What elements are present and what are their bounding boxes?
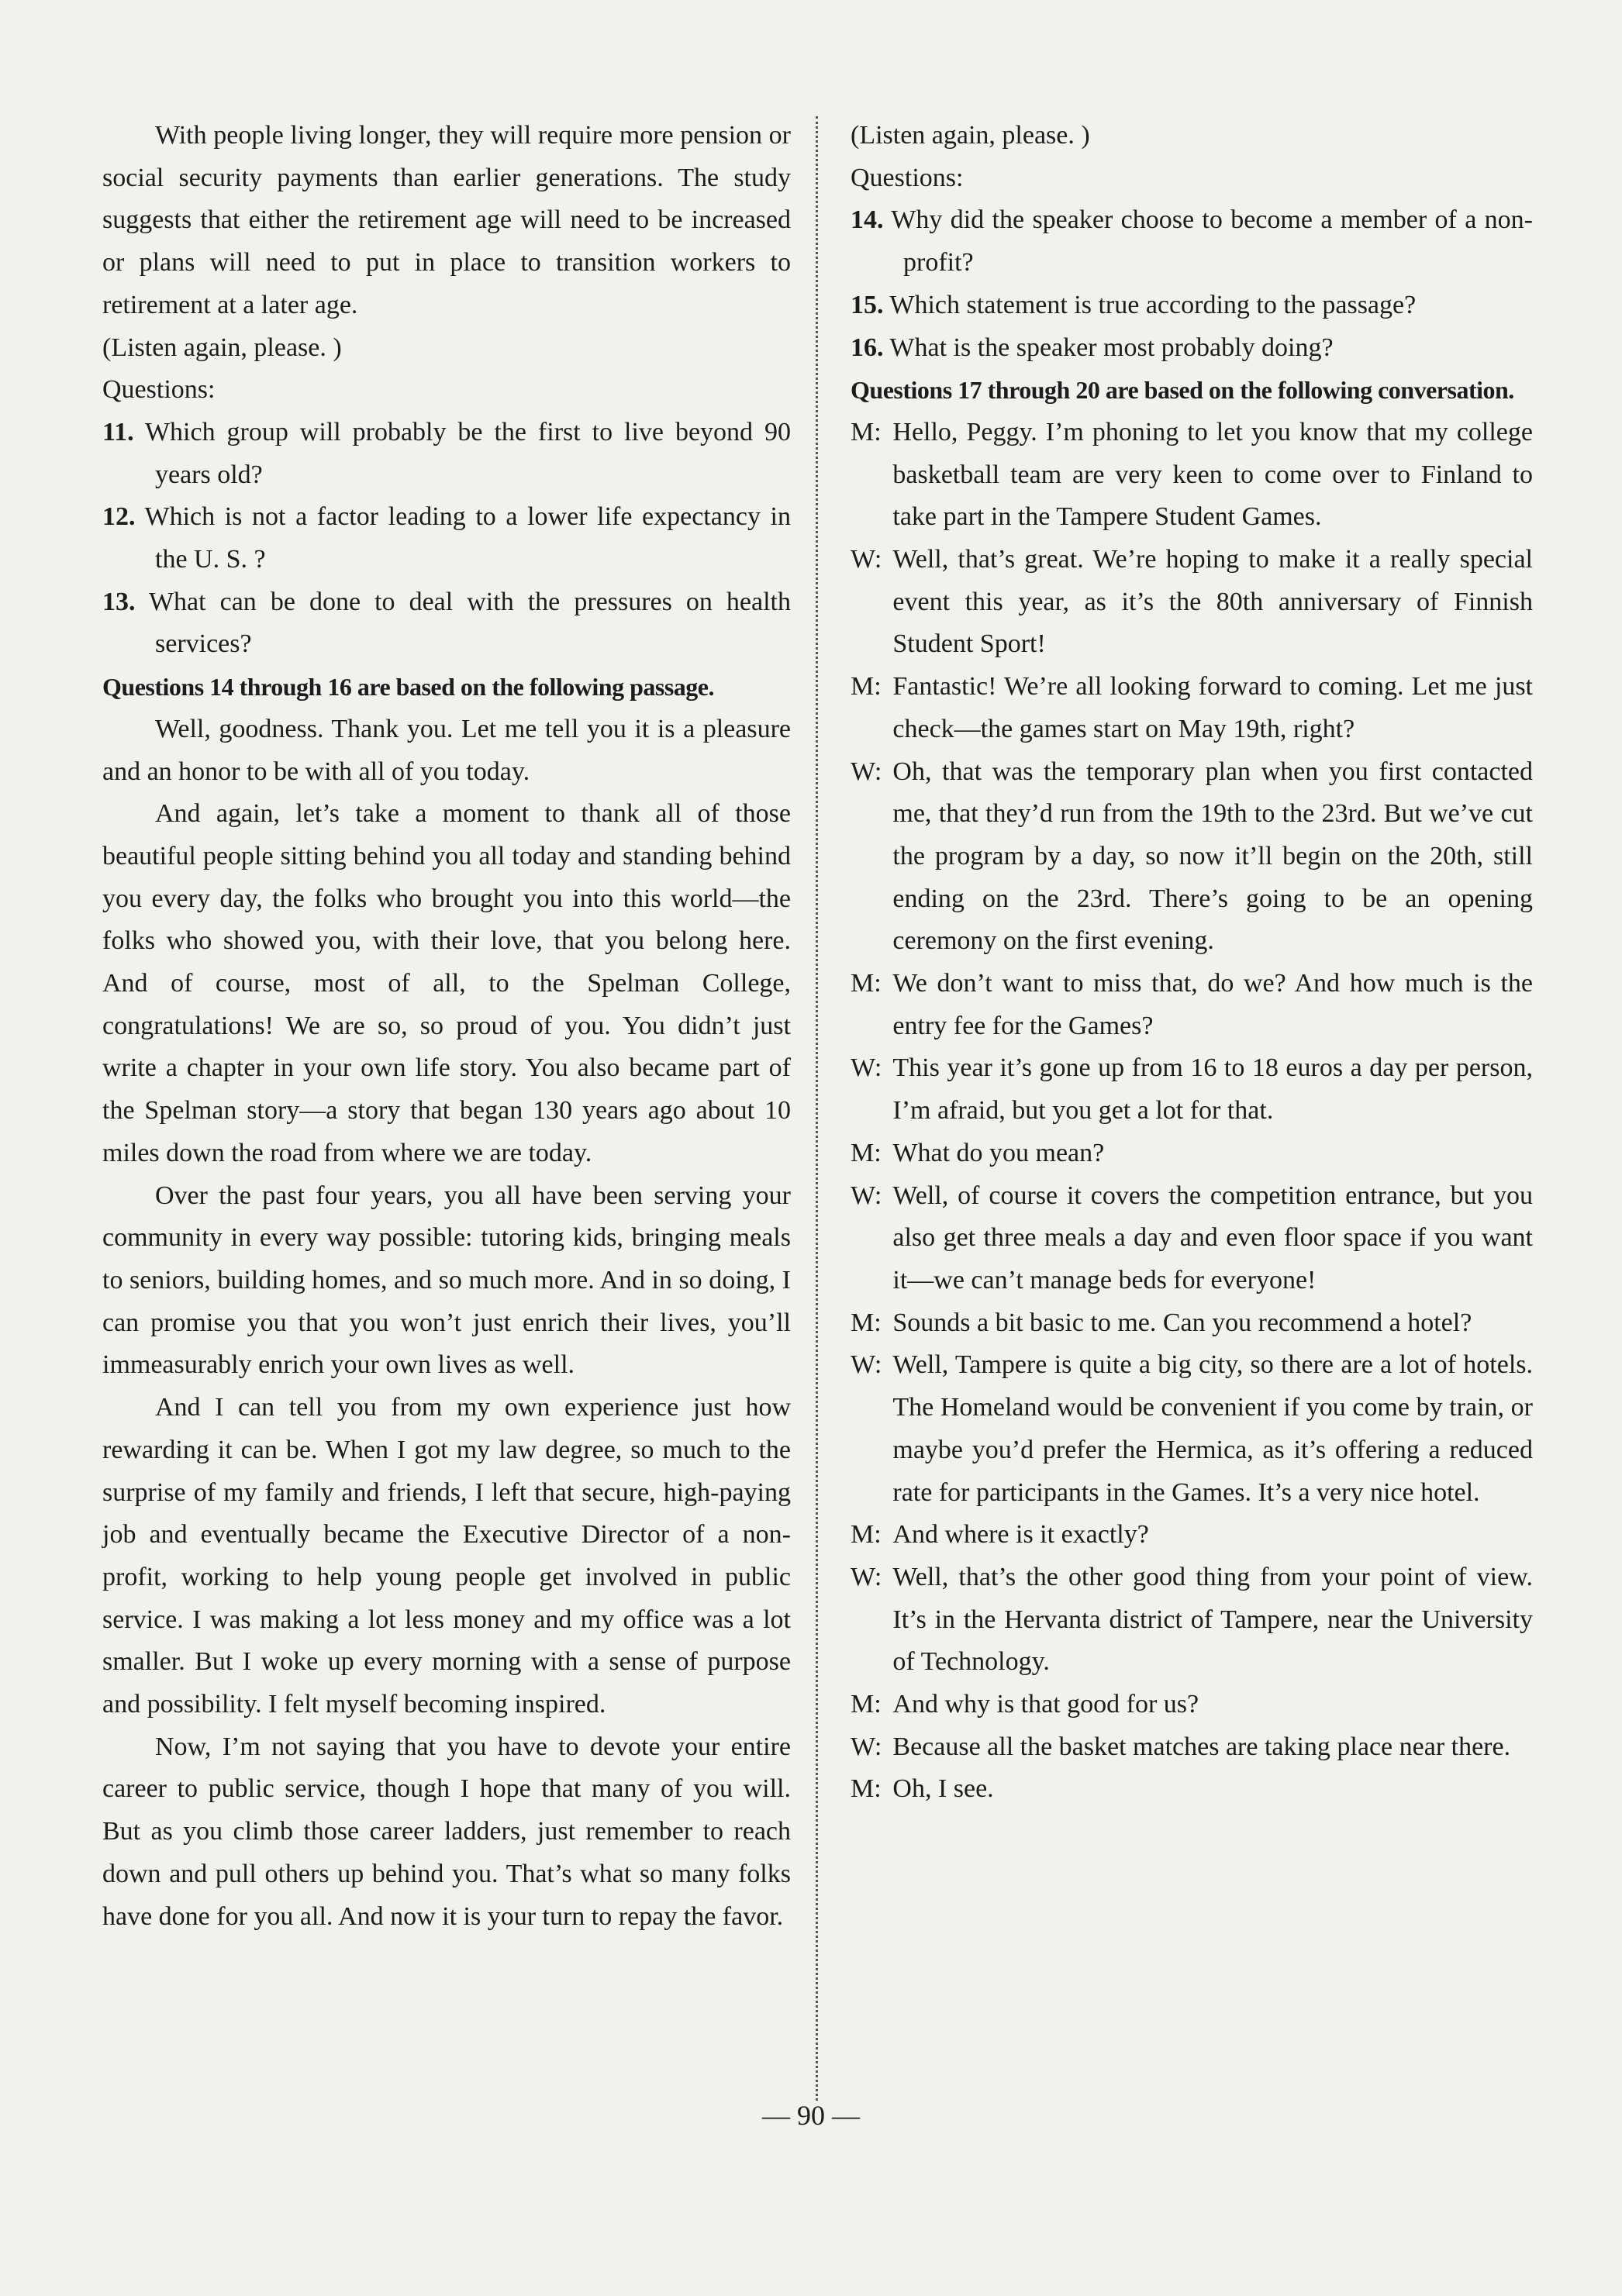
dialogue-line bbox=[851, 963, 1533, 1047]
dialogue-line bbox=[851, 1302, 1533, 1345]
dialogue-text: And where is it exactly? bbox=[892, 1520, 1149, 1550]
speaker-label: W: bbox=[851, 1053, 882, 1083]
dialogue-text: Well, of course it covers the competition entrance, but you also get three meals a day and even floor space if you want it—we can’t manage beds for everyone! bbox=[892, 1181, 1533, 1295]
dialogue-text: And why is that good for us? bbox=[892, 1690, 1199, 1719]
questions-label: Questions: bbox=[102, 375, 216, 405]
column-divider bbox=[816, 116, 818, 2101]
question-text: What is the speaker most probably doing? bbox=[889, 333, 1334, 362]
dialogue-line bbox=[851, 1514, 1533, 1557]
dialogue-line bbox=[851, 1684, 1533, 1726]
dialogue-line bbox=[851, 1557, 1533, 1684]
dialogue-text: Oh, I see. bbox=[892, 1774, 994, 1804]
speaker-label: W: bbox=[851, 545, 882, 574]
dialogue-line bbox=[851, 1047, 1533, 1132]
dialogue-text: Well, Tampere is quite a big city, so there are a lot of hotels. The Homeland would be convenient if you come by train, or maybe you’d prefer the Hermica, as it’s offering a reduced rate for participants in the Games. It’s a very nice hotel. bbox=[892, 1350, 1533, 1507]
speaker-label: W: bbox=[851, 1181, 882, 1210]
question-item bbox=[851, 327, 1533, 370]
question-item bbox=[851, 284, 1533, 327]
dialogue-line bbox=[851, 1726, 1533, 1769]
dialogue-line bbox=[851, 1132, 1533, 1175]
paragraph: Well, goodness. Thank you. Let me tell you it is a pleasure and an honor to be with all of you today. bbox=[102, 714, 791, 786]
dialogue-text: Well, that’s the other good thing from your point of view. It’s in the Hervanta district of Tampere, near the University of Technology. bbox=[892, 1562, 1533, 1677]
dialogue-text: What do you mean? bbox=[892, 1138, 1105, 1167]
dialogue-line bbox=[851, 539, 1533, 666]
speaker-label: W: bbox=[851, 757, 882, 786]
dialogue-text: Hello, Peggy. I’m phoning to let you know that my college basketball team are very keen to come over to Finland to take part in the Tampere Student Games. bbox=[892, 417, 1533, 532]
speaker-label: W: bbox=[851, 1732, 882, 1761]
question-item bbox=[102, 496, 791, 581]
speaker-label: W: bbox=[851, 1562, 882, 1591]
question-text: Which group will probably be the first to live beyond 90 years old? bbox=[144, 417, 791, 489]
questions-label: Questions: bbox=[851, 163, 964, 192]
section-heading: Questions 17 through 20 are based on the following conversation. bbox=[851, 376, 1514, 405]
speaker-label: M: bbox=[851, 417, 882, 446]
question-item bbox=[102, 581, 791, 666]
speaker-label: M: bbox=[851, 1138, 882, 1167]
question-number: 16. bbox=[851, 333, 884, 362]
listen-again: (Listen again, please. ) bbox=[102, 333, 342, 362]
question-text: What can be done to deal with the pressures on health services? bbox=[148, 587, 791, 659]
paragraph: Now, I’m not saying that you have to devote your entire career to public service, though I hope that many of you will. But as you climb those career ladders, just remember to reach down and pull others up behind you. That’s what so many folks have done for you all. And now it is your turn to repay the favor. bbox=[102, 1732, 791, 1931]
dialogue-text: Fantastic! We’re all looking forward to coming. Let me just check—the games start on May 19th, right? bbox=[892, 672, 1533, 743]
paragraph: With people living longer, they will require more pension or social security payments than earlier generations. The study suggests that either the retirement age will need to be increased or plans will need to put in place to transition workers to retirement at a later age. bbox=[102, 121, 791, 319]
speaker-label: M: bbox=[851, 672, 882, 702]
speaker-label: M: bbox=[851, 1690, 882, 1719]
question-number: 15. bbox=[851, 290, 884, 319]
question-text: Which statement is true according to the passage? bbox=[889, 290, 1417, 319]
dialogue-line bbox=[851, 1768, 1533, 1811]
dialogue-text: Oh, that was the temporary plan when you first contacted me, that they’d run from the 19th to the 23rd. But we’ve cut the program by a day, so now it’ll begin on the 20th, still ending on the 23rd. There’s going to be an opening ceremony on the first evening. bbox=[892, 757, 1533, 956]
question-number: 12. bbox=[102, 502, 136, 532]
left-column bbox=[102, 115, 791, 1938]
question-number: 14. bbox=[851, 205, 884, 235]
dialogue-line bbox=[851, 666, 1533, 750]
dialogue-text: This year it’s gone up from 16 to 18 euros a day per person, I’m afraid, but you get a lot for that. bbox=[892, 1053, 1533, 1126]
dialogue-line bbox=[851, 1344, 1533, 1514]
speaker-label: M: bbox=[851, 1520, 882, 1550]
section-heading: Questions 14 through 16 are based on the following passage. bbox=[102, 673, 714, 702]
dialogue-text: We don’t want to miss that, do we? And how much is the entry fee for the Games? bbox=[892, 969, 1533, 1040]
paragraph: And I can tell you from my own experience just how rewarding it can be. When I got my law degree, so much to the surprise of my family and friends, I left that secure, high-paying job and eventually became the Executive Director of a non-profit, working to help young people get involved in public service. I was making a lot less money and my office was a lot smaller. But I woke up every morning with a sense of purpose and possibility. I felt myself becoming inspired. bbox=[102, 1393, 791, 1719]
speaker-label: W: bbox=[851, 1350, 882, 1380]
dialogue-text: Because all the basket matches are taking place near there. bbox=[892, 1732, 1511, 1761]
question-text: Which is not a factor leading to a lower life expectancy in the U. S. ? bbox=[144, 502, 791, 574]
question-number: 13. bbox=[102, 587, 136, 616]
question-item bbox=[102, 412, 791, 496]
speaker-label: M: bbox=[851, 1308, 882, 1337]
question-number: 11. bbox=[102, 417, 134, 446]
dialogue-line bbox=[851, 1175, 1533, 1302]
dialogue-text: Well, that’s great. We’re hoping to make it a really special event this year, as it’s the 80th anniversary of Finnish Student Sport! bbox=[892, 545, 1533, 659]
listen-again: (Listen again, please. ) bbox=[851, 121, 1090, 150]
dialogue-line bbox=[851, 412, 1533, 539]
dialogue-line bbox=[851, 751, 1533, 964]
speaker-label: M: bbox=[851, 969, 882, 998]
paragraph: And again, let’s take a moment to thank all of those beautiful people sitting behind you all today and standing behind you every day, the folks who brought you into this world—the folks who showed you, with their love, that you belong here. And of course, most of all, to the Spelman College, congratulations! We are so, so proud of you. You didn’t just write a chapter in your own life story. You also became part of the Spelman story—a story that began 130 years ago about 10 miles down the road from where we are today. bbox=[102, 799, 791, 1167]
page-number: — 90 — bbox=[762, 2100, 860, 2131]
paragraph: Over the past four years, you all have been serving your community in every way possible: tutoring kids, bringing meals to seniors, building homes, and so much more. And in so doing, I can promise you that you won’t just enrich their lives, you’ll immeasurably enrich your own lives as well. bbox=[102, 1181, 791, 1380]
speaker-label: M: bbox=[851, 1774, 882, 1804]
dialogue-text: Sounds a bit basic to me. Can you recommend a hotel? bbox=[892, 1308, 1472, 1337]
right-column bbox=[851, 115, 1533, 1811]
question-text: Why did the speaker choose to become a member of a non-profit? bbox=[891, 205, 1534, 278]
question-item bbox=[851, 199, 1533, 284]
